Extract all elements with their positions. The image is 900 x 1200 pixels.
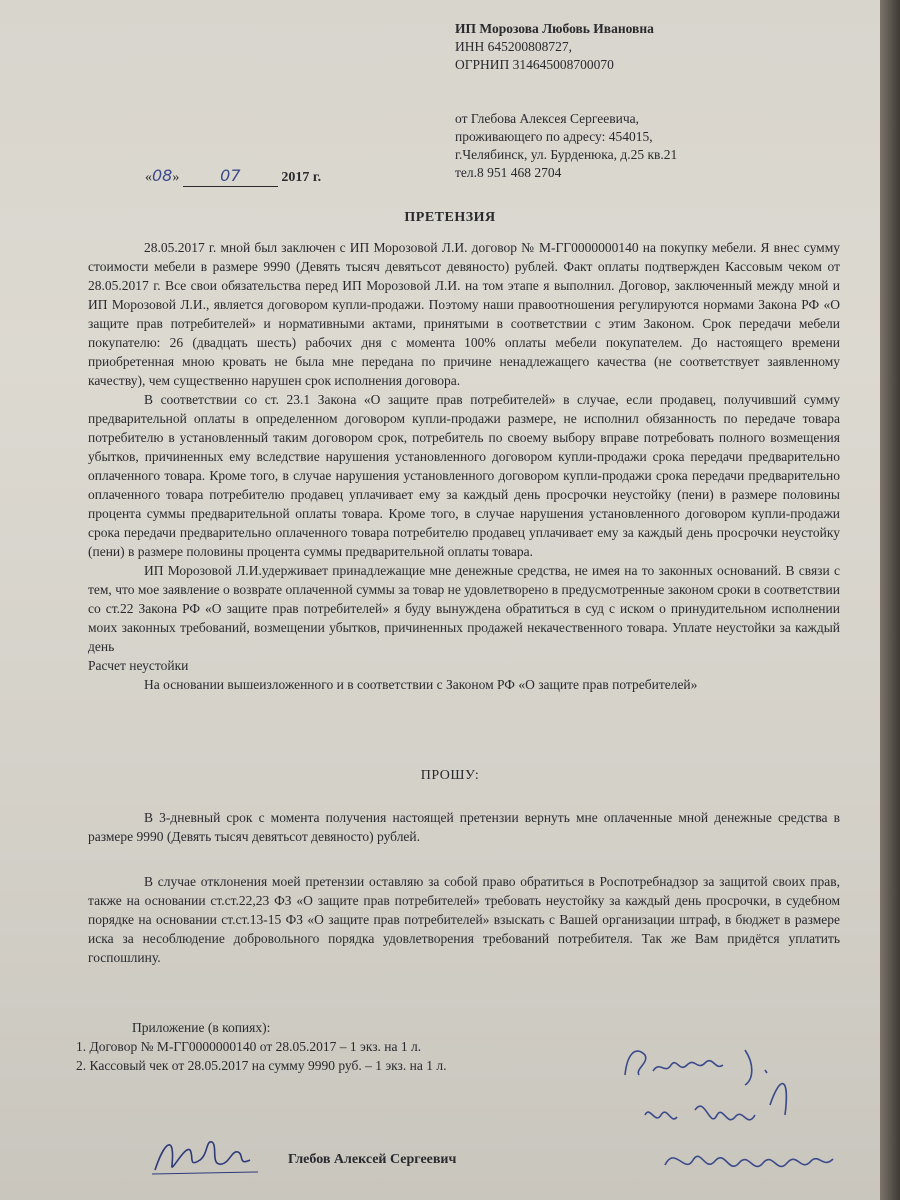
sender-phone: тел.8 951 468 2704 xyxy=(455,165,562,180)
request-refund: В 3-дневный срок с момента получения настоящей претензии вернуть мне оплаченные мной денежные средства в размере 9990 (Девять тысяч девятьсот девяносто) рублей. xyxy=(88,810,840,844)
paragraph-law: В соответствии со ст. 23.1 Закона «О защите прав потребителей» в случае, если продавец, получивший сумму предварительной оплаты в определенном договором купли-продажи размере, не исполнил обязанность по передаче товара потребителю в установленный таким договором срок, потребитель по своему выбору вправе потребовать полного возмещения убытков, причиненных ему вследствие нарушения установленного договором купли-продажи срока передачи предварительно оплаченного товара. Кроме того, в случае нарушения установленного договором купли-продажи срока передачи предварительно оплаченного товара потребителю продавец уплачивает ему за каждый день просрочки неустойку (пени) в размере половины процента суммы предварительной оплаты товара. Кроме того, в случае нарушения установленного договором купли-продажи срока передачи предварительно оплаченного товара потребителю продавец уплачивает ему за каждый день просрочки неустойку (пени) в размере половины процента суммы предварительной оплаты товара. xyxy=(88,392,840,559)
request-title: ПРОШУ: xyxy=(420,768,480,783)
paragraph-retention: ИП Морозовой Л.И.удерживает принадлежащие мне денежные средства, не имея на то законных оснований. В связи с тем, что мое заявление о возврате оплаченной суммы за товар не удовлетворено в предусмотренные законом сроки в соответствии со ст.22 Закона РФ «О защите прав потребителей» я буду вынуждена обратиться в суд с иском о принудительном исполнении моих законных требований, возмещении убытков, причиненных продажей некачественного товара. Уплате неустойки за каждый день xyxy=(88,563,840,654)
addressee-inn: ИНН 645200808727, xyxy=(455,39,572,54)
document-date: «08» 07 2017 г. xyxy=(145,166,322,185)
claim-body xyxy=(88,238,840,694)
sender-name: от Глебова Алексея Сергеевича, xyxy=(455,111,639,126)
sender-address-line-1: проживающего по адресу: 454015, xyxy=(455,129,653,144)
document-title: ПРЕТЕНЗИЯ xyxy=(404,210,496,225)
addressee-name: ИП Морозова Любовь Ивановна xyxy=(455,21,654,36)
paragraph-contract: 28.05.2017 г. мной был заключен с ИП Морозовой Л.И. договор № М-ГГ0000000140 на покупку мебели. Я внес сумму стоимости мебели в размере 9990 (Девять тысяч девятьсот девяносто) рублей. Факт оплаты подтвержден Кассовым чеком от 28.05.2017 г. Все свои обязательства перед ИП Морозовой Л.И. на том этапе я выполнил. Договор, заключенный между мной и ИП Морозовой Л.И., является договором купли-продажи. Поэтому наши правоотношения регулируются нормами Закона РФ «О защите прав потребителей» и нормативными актами, принятыми в соответствии с этим Законом. Срок передачи мебели покупателю: 26 (двадцать шесть) рабочих дня с момента 100% оплаты мебели покупателем. До настоящего времени приобретенная мною кровать не была мне передана по причине ненадлежащего качества (не соответствует заявленному качеству), чем существенно нарушен срок исполнения договора. xyxy=(88,240,840,388)
attachment-item: 1. Договор № М-ГГ0000000140 от 28.05.2017 – 1 экз. на 1 л. xyxy=(76,1039,422,1054)
handwritten-receipt-note xyxy=(605,1035,855,1185)
attachments xyxy=(76,1018,446,1075)
signer-name: Глебов Алексей Сергеевич xyxy=(288,1152,457,1167)
paragraph-basis: На основании вышеизложенного и в соответствии с Законом РФ «О защите прав потребителей» xyxy=(144,677,698,692)
date-month: 07 xyxy=(220,166,241,185)
date-day: 08 xyxy=(152,166,173,185)
signature-image xyxy=(150,1130,260,1180)
page-edge-shadow xyxy=(880,0,900,1200)
date-month-field xyxy=(183,166,278,187)
date-year: 2017 г. xyxy=(281,170,322,185)
attachment-item: 2. Кассовый чек от 28.05.2017 на сумму 9990 руб. – 1 экз. на 1 л. xyxy=(76,1058,447,1073)
paragraph-penalty-calc: Расчет неустойки xyxy=(88,658,189,673)
sender-address-line-2: г.Челябинск, ул. Бурденюка, д.25 кв.21 xyxy=(455,147,678,162)
addressee-ogrnip: ОГРНИП 314645008700070 xyxy=(455,57,614,72)
request-rights: В случае отклонения моей претензии оставляю за собой право обратиться в Роспотребнадзор за защитой своих прав, также на основании ст.ст.22,23 ФЗ «О защите прав потребителей» требовать неустойку за каждый день просрочки, в судебном порядке на основании ст.ст.13-15 ФЗ «О защите прав потребителей» взыскать с Вашей организации штраф, в бюджет в размере иска за несоблюдение добровольного порядка удовлетворения требований потребителя. Так же Вам придётся уплатить госпошлину. xyxy=(88,874,840,965)
addressee-block xyxy=(455,20,855,182)
attachments-heading: Приложение (в копиях): xyxy=(132,1020,271,1035)
